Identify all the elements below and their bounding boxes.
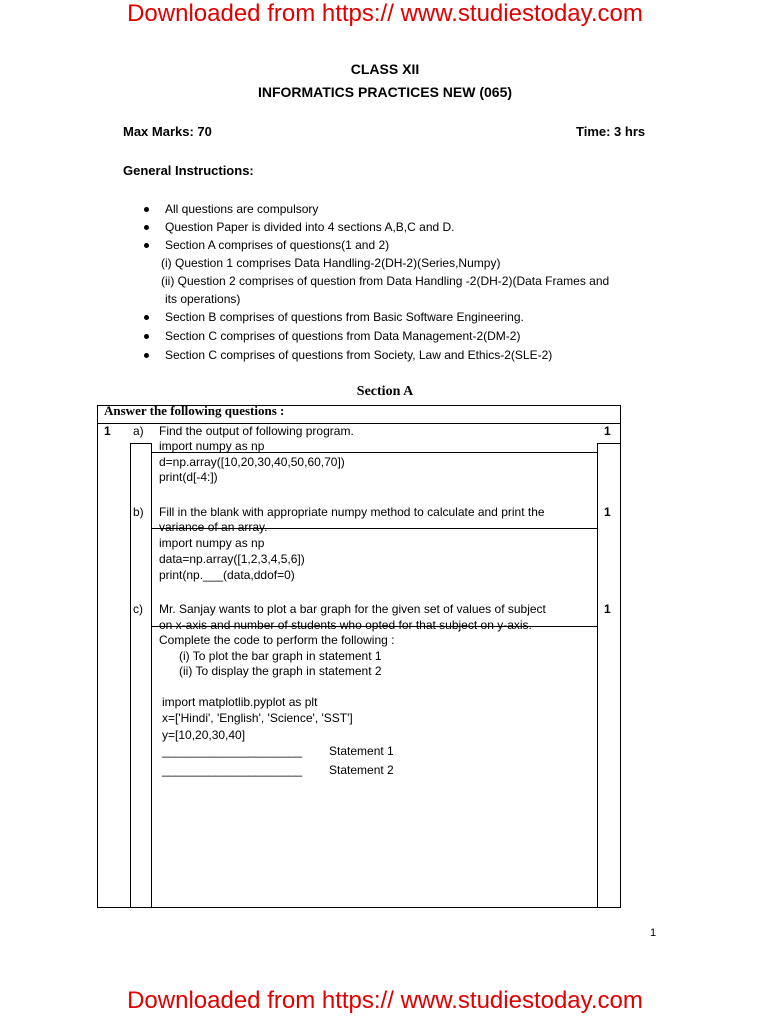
- instruction-item: Section C comprises of questions from Society, Law and Ethics-2(SLE-2): [165, 348, 553, 362]
- instruction-item: Question Paper is divided into 4 sections A,B,C and D.: [165, 220, 455, 234]
- marks-b: 1: [604, 505, 611, 519]
- answer-blank-2: _____________________: [162, 763, 303, 777]
- task-item: (ii) To display the graph in statement 2: [179, 664, 382, 678]
- instruction-subitem: (ii) Question 2 comprises of question from Data Handling -2(DH-2)(Data Frames and: [161, 274, 610, 288]
- code-line: x=['Hindi', 'English', 'Science', 'SST']: [162, 711, 353, 725]
- question-text: Complete the code to perform the following :: [159, 633, 395, 647]
- marks-c: 1: [604, 602, 611, 616]
- code-line: d=np.array([10,20,30,40,50,60,70]): [159, 455, 345, 469]
- max-marks: Max Marks: 70: [123, 124, 212, 139]
- marks-a: 1: [604, 424, 611, 438]
- code-line: import matplotlib.pyplot as plt: [162, 695, 318, 709]
- part-label-b: b): [133, 505, 144, 519]
- instruction-subitem: its operations): [165, 292, 241, 306]
- instruction-item: Section B comprises of questions from Basic Software Engineering.: [165, 310, 524, 324]
- instruction-item: All questions are compulsory: [165, 202, 319, 216]
- subject-title: INFORMATICS PRACTICES NEW (065): [257, 84, 513, 100]
- class-title: CLASS XII: [350, 61, 420, 77]
- instructions-heading: General Instructions:: [123, 163, 254, 178]
- bullet-icon: [144, 207, 149, 212]
- statement-1-label: Statement 1: [329, 744, 394, 758]
- instruction-item: Section A comprises of questions(1 and 2): [165, 238, 390, 252]
- instruction-item: Section C comprises of questions from Data Management-2(DM-2): [165, 329, 521, 343]
- bullet-icon: [144, 225, 149, 230]
- bullet-icon: [144, 315, 149, 320]
- part-label-a: a): [133, 424, 144, 438]
- time-allowed: Time: 3 hrs: [576, 124, 646, 139]
- bottom-banner-link[interactable]: Downloaded from https:// www.studiestoday.com: [127, 987, 643, 1014]
- code-line: print(np.___(data,ddof=0): [159, 568, 295, 582]
- question-text: on x-axis and number of students who opted for that subject on y-axis.: [159, 618, 532, 632]
- bullet-icon: [144, 334, 149, 339]
- statement-2-label: Statement 2: [329, 763, 394, 777]
- question-number: 1: [104, 424, 111, 438]
- page-number: 1: [650, 927, 657, 939]
- answer-heading: Answer the following questions :: [104, 403, 285, 418]
- question-text: Find the output of following program.: [159, 424, 354, 438]
- bullet-icon: [144, 243, 149, 248]
- bullet-icon: [144, 353, 149, 358]
- top-banner-link[interactable]: Downloaded from https:// www.studiestoday.com: [127, 0, 643, 27]
- code-line: data=np.array([1,2,3,4,5,6]): [159, 552, 305, 566]
- code-line: import numpy as np: [159, 439, 265, 453]
- task-item: (i) To plot the bar graph in statement 1: [179, 649, 382, 663]
- code-line: import numpy as np: [159, 536, 265, 550]
- answer-blank-1: _____________________: [162, 744, 303, 758]
- question-text: variance of an array.: [159, 520, 268, 534]
- question-text: Fill in the blank with appropriate numpy method to calculate and print the: [159, 505, 545, 519]
- code-line: print(d[-4:]): [159, 470, 218, 484]
- part-label-c: c): [133, 602, 143, 616]
- instruction-subitem: (i) Question 1 comprises Data Handling-2(DH-2)(Series,Numpy): [161, 256, 501, 270]
- code-line: y=[10,20,30,40]: [162, 728, 246, 742]
- section-title: Section A: [356, 384, 414, 399]
- question-text: Mr. Sanjay wants to plot a bar graph for the given set of values of subject: [159, 602, 546, 616]
